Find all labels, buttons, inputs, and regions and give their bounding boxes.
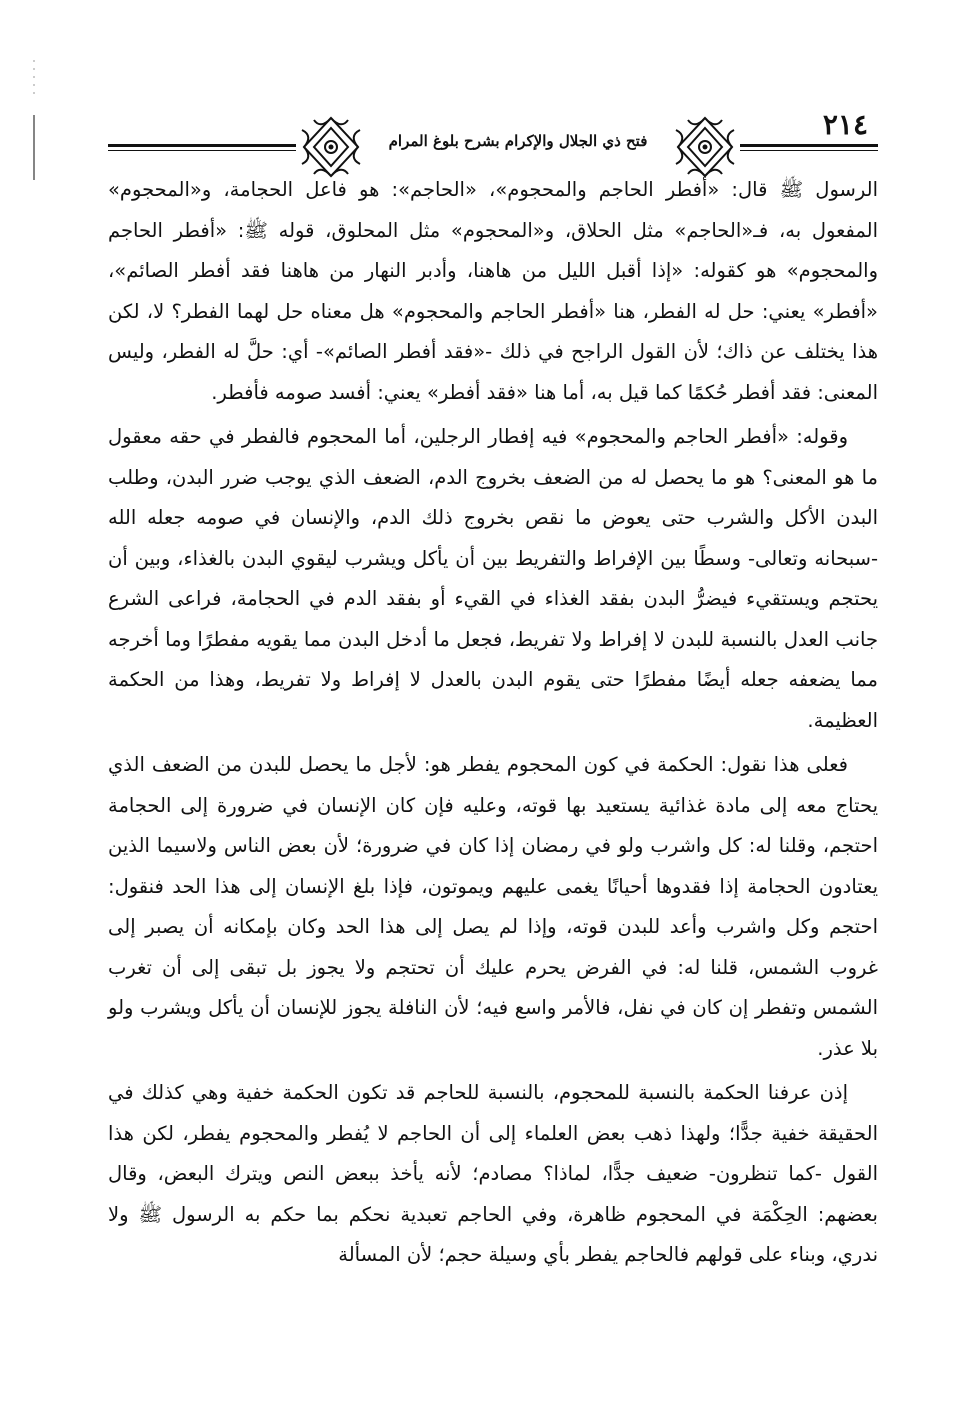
body-text: [108, 170, 878, 1276]
paragraph-3: فعلى هذا نقول: الحكمة في كون المحجوم يفطر هو: لأجل ما يحصل للبدن من الضعف الذي يحتاج معه إلى مادة غذائية يستعيد بها قوته، وعليه فإن كان الإنسان في ضرورة إلى الحجامة احتجم، وقلنا له: كل واشرب ولو في رمضان إذا كان في ضرورة؛ لأن بعض الناس ولاسيما الذين يعتادون الحجامة إذا فقدوها أحيانًا يغمى عليهم ويموتون، فإذا بلغ الإنسان إلى هذا الحد فنقول: احتجم وكل واشرب وأعد للبدن قوته، وإذا لم يصل إلى هذا الحد وكان بإمكانه أن يصبر إلى غروب الشمس، قلنا له: في الفرض يحرم عليك أن تحتجم ولا يجوز بل تبقى إلى أن تغرب الشمس وتفطر إن كان في نفل، فالأمر واسع فيه؛ لأن النافلة يجوز للإنسان أن يأكل ويشرب ولو بلا عذر.: [108, 753, 878, 1060]
paragraph-4: إذن عرفنا الحكمة بالنسبة للمحجوم، بالنسبة للحاجم قد تكون الحكمة خفية وهي كذلك في الحقيقة خفية جدًّا؛ ولهذا ذهب بعض العلماء إلى أن الحاجم لا يُفطر والمحجوم يفطر، لكن هذا القول -كما تنظرون- ضعيف جدًّا، لماذا؟ مصادم؛ لأنه يأخذ ببعض النص ويترك البعض، وقال بعضهم: الحِكْمَة في المحجوم ظاهرة، وفي الحاجم تعبدية نحكم بما حكم به الرسول ﷺ ولا ندري، وبناء على قولهم فالحاجم يفطر بأي وسيلة حجم؛ لأن المسألة: [108, 1081, 878, 1266]
paragraph-1: الرسول ﷺ قال: «أفطر الحاجم والمحجوم»، «الحاجم»: هو فاعل الحجامة، و«المحجوم» المفعول به، فـ«الحاجم» مثل الحلاق، و«المحجوم» مثل المحلوق، قوله ﷺ: «أفطر الحاجم والمحجوم» هو كقوله: «إذا أقبل الليل من هاهنا، وأدبر النهار من هاهنا فقد أفطر الصائم»، «أفطر» يعني: حل له الفطر، هنا «أفطر الحاجم والمحجوم» هل معناه حل لهما الفطر؟ لا، لكن هذا يختلف عن ذاك؛ لأن القول الراجح في ذلك -«فقد أفطر الصائم»- أي: حلَّ له الفطر، وليس المعنى: فقد أفطر حُكمًا كما قيل به، أما هنا «فقد أفطر» يعني: أفسد صومه فأفطر.: [108, 178, 878, 404]
margin-marks: [30, 60, 40, 180]
book-title: فتح ذي الجلال والإكرام بشرح بلوغ المرام: [366, 128, 670, 154]
paragraph-2: وقوله: «أفطر الحاجم والمحجوم» فيه إفطار الرجلين، أما المحجوم فالفطر في حقه معقول ما هو المعنى؟ هو ما يحصل له من الضعف بخروج الدم، الضعف الذي يوجب ضرر البدن، وطلب البدن الأكل والشرب حتى يعوض ما نقص بخروج ذلك الدم، والإنسان في صومه جعله الله -سبحانه وتعالى- وسطًا بين الإفراط والتفريط بين أن يأكل ويشرب ليقوي البدن بالغذاء، وبين أن يحتجم ويستقيء فيضرُّ البدن بفقد الغذاء في القيء أو بفقد الدم في الحجامة، فراعى الشرع جانب العدل بالنسبة للبدن لا إفراط ولا تفريط، فجعل ما أدخل البدن مما يقويه مفطرًا وما أخرجه مما يضعفه جعله أيضًا مفطرًا حتى يقوم البدن بالعدل لا إفراط ولا تفريط، وهذا من الحكمة العظيمة.: [108, 425, 878, 732]
page-number: ٢١٤: [822, 108, 868, 141]
